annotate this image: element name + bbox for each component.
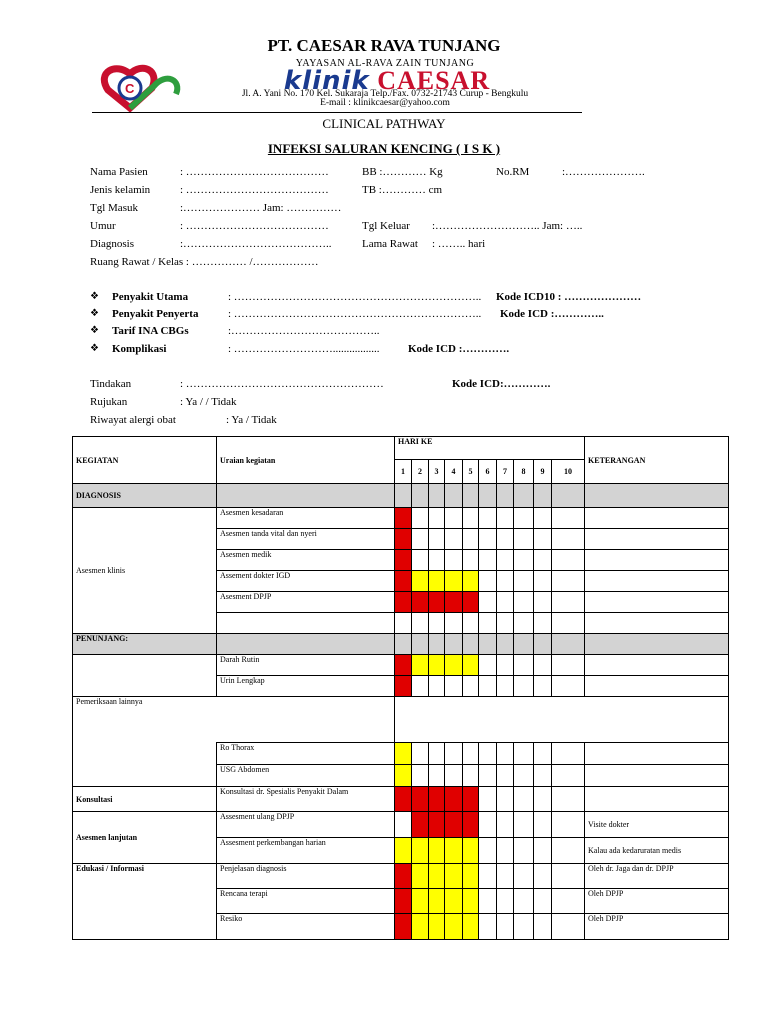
day-cell[interactable] <box>479 864 497 889</box>
day-number: 5 <box>463 460 479 484</box>
tindakan-field[interactable]: : ……………………………………………… <box>180 378 384 390</box>
day-cell[interactable] <box>429 864 445 889</box>
day-cell[interactable] <box>412 812 429 838</box>
day-cell[interactable] <box>552 655 585 676</box>
keterangan-cell[interactable]: Oleh DPJP <box>585 889 729 914</box>
day-cell[interactable] <box>497 743 514 765</box>
rujukan-label: Rujukan <box>90 396 128 408</box>
day-cell[interactable] <box>514 676 534 697</box>
day-cell[interactable] <box>463 508 479 529</box>
day-cell[interactable] <box>497 864 514 889</box>
pemeriksaan-lainnya-label: Pemeriksaan lainnya <box>73 697 395 743</box>
day-cell[interactable] <box>497 787 514 812</box>
lama-rawat-label: Lama Rawat <box>362 238 418 250</box>
table-row <box>73 864 729 889</box>
day-cell[interactable] <box>534 889 552 914</box>
table-row <box>73 484 729 508</box>
day-number: 8 <box>514 460 534 484</box>
day-cell[interactable] <box>552 812 585 838</box>
day-cell[interactable] <box>429 838 445 864</box>
list-item: USG Abdomen <box>217 765 395 787</box>
day-cell[interactable] <box>445 743 463 765</box>
day-cell[interactable] <box>463 592 479 613</box>
tarif-label: Tarif INA CBGs <box>112 325 189 337</box>
day-cell[interactable] <box>412 914 429 940</box>
day-cell[interactable] <box>445 676 463 697</box>
day-cell[interactable] <box>479 571 497 592</box>
day-cell[interactable] <box>429 550 445 571</box>
day-number: 3 <box>429 460 445 484</box>
table-row <box>73 697 729 743</box>
table-row <box>73 787 729 812</box>
day-cell[interactable] <box>429 914 445 940</box>
day-cell[interactable] <box>395 765 412 787</box>
day-cell[interactable] <box>479 655 497 676</box>
nama-pasien-label: Nama Pasien <box>90 166 148 178</box>
day-cell[interactable] <box>445 812 463 838</box>
col-harike-header: HARI KE <box>395 437 585 460</box>
diagnosis-label: Diagnosis <box>90 238 134 250</box>
col-uraian-header: Uraian kegiatan <box>217 437 395 484</box>
day-cell[interactable] <box>514 550 534 571</box>
day-cell[interactable] <box>497 571 514 592</box>
day-cell[interactable] <box>412 676 429 697</box>
diamond-bullet-icon: ❖ <box>90 343 99 354</box>
day-cell[interactable] <box>463 864 479 889</box>
list-item: Asesmen tanda vital dan nyeri <box>217 529 395 550</box>
day-cell[interactable] <box>445 529 463 550</box>
day-cell[interactable] <box>552 914 585 940</box>
day-cell[interactable] <box>514 571 534 592</box>
day-cell[interactable] <box>445 592 463 613</box>
day-cell[interactable] <box>479 812 497 838</box>
day-number: 1 <box>395 460 412 484</box>
tgl-masuk-label: Tgl Masuk <box>90 202 138 214</box>
day-cell[interactable] <box>445 550 463 571</box>
day-cell[interactable] <box>497 812 514 838</box>
day-cell[interactable] <box>497 655 514 676</box>
keterangan-cell[interactable] <box>585 743 729 765</box>
day-cell[interactable] <box>479 592 497 613</box>
day-cell[interactable] <box>445 889 463 914</box>
day-cell[interactable] <box>395 655 412 676</box>
day-cell[interactable] <box>552 592 585 613</box>
day-cell[interactable] <box>552 765 585 787</box>
lama-rawat-field[interactable]: : …….. hari <box>432 238 486 250</box>
day-cell[interactable] <box>412 864 429 889</box>
day-cell[interactable] <box>479 550 497 571</box>
list-item: Assesment ulang DPJP <box>217 812 395 838</box>
day-cell[interactable] <box>552 550 585 571</box>
day-cell[interactable] <box>463 676 479 697</box>
day-cell[interactable] <box>479 838 497 864</box>
day-cell[interactable] <box>412 787 429 812</box>
day-cell[interactable] <box>429 765 445 787</box>
clinical-pathway-table <box>72 436 729 940</box>
day-cell[interactable] <box>463 914 479 940</box>
bb-field[interactable]: BB :………… Kg <box>362 166 443 178</box>
day-cell[interactable] <box>463 613 479 634</box>
day-cell[interactable] <box>463 787 479 812</box>
clinic-name-text: CAESAR <box>377 66 491 95</box>
day-cell[interactable] <box>534 743 552 765</box>
day-cell[interactable] <box>429 889 445 914</box>
foundation-name: YAYASAN AL-RAVA ZAIN TUNJANG <box>295 58 475 69</box>
day-cell[interactable] <box>429 655 445 676</box>
day-cell[interactable] <box>479 914 497 940</box>
day-cell[interactable] <box>514 765 534 787</box>
edukasi-label: Edukasi / Informasi <box>73 864 217 940</box>
day-cell[interactable] <box>534 655 552 676</box>
day-cell[interactable] <box>552 889 585 914</box>
header-divider <box>92 112 582 113</box>
day-cell[interactable] <box>479 508 497 529</box>
penunjang-empty <box>73 655 217 697</box>
day-cell[interactable] <box>534 765 552 787</box>
logo-letter: C <box>125 81 135 96</box>
umur-field[interactable]: : ………………………………… <box>180 220 329 232</box>
day-number: 9 <box>534 460 552 484</box>
day-cell[interactable] <box>445 787 463 812</box>
day-cell[interactable] <box>534 676 552 697</box>
day-cell[interactable] <box>445 655 463 676</box>
day-cell[interactable] <box>497 889 514 914</box>
day-cell[interactable] <box>514 613 534 634</box>
list-item: Urin Lengkap <box>217 676 395 697</box>
komplikasi-code[interactable]: Kode ICD :…………. <box>408 343 510 355</box>
diagnosis-field[interactable]: :………………………………….. <box>180 238 332 250</box>
list-item: Rencana terapi <box>217 889 395 914</box>
tarif-field[interactable]: :………………………………….. <box>228 325 380 337</box>
day-cell[interactable] <box>534 812 552 838</box>
day-cell[interactable] <box>395 838 412 864</box>
penyakit-penyerta-field[interactable]: : ………………………………………………………….. <box>228 308 482 320</box>
day-cell[interactable] <box>412 571 429 592</box>
list-item: Asesmen medik <box>217 550 395 571</box>
day-cell[interactable] <box>514 914 534 940</box>
day-cell[interactable] <box>463 765 479 787</box>
list-item: Darah Rutin <box>217 655 395 676</box>
day-cell[interactable] <box>445 914 463 940</box>
keterangan-cell[interactable] <box>585 655 729 676</box>
day-cell[interactable] <box>514 864 534 889</box>
day-number: 4 <box>445 460 463 484</box>
table-row <box>73 812 729 838</box>
day-cell[interactable] <box>534 508 552 529</box>
list-item: Asesment DPJP <box>217 592 395 613</box>
keterangan-cell[interactable] <box>585 613 729 634</box>
document-subtitle: INFEKSI SALURAN KENCING ( I S K ) <box>267 141 501 156</box>
day-cell[interactable] <box>429 613 445 634</box>
komplikasi-label: Komplikasi <box>112 343 167 355</box>
tb-field[interactable]: TB :………… cm <box>362 184 443 196</box>
day-cell[interactable] <box>395 592 412 613</box>
day-cell[interactable] <box>395 914 412 940</box>
company-name: PT. CAESAR RAVA TUNJANG <box>267 36 501 55</box>
day-cell[interactable] <box>429 592 445 613</box>
day-cell[interactable] <box>395 508 412 529</box>
day-cell[interactable] <box>429 743 445 765</box>
penyakit-penyerta-code[interactable]: Kode ICD :………….. <box>500 308 604 320</box>
komplikasi-field[interactable]: : ………………………................. <box>228 343 380 355</box>
day-cell[interactable] <box>395 743 412 765</box>
list-item: Asesmen kesadaran <box>217 508 395 529</box>
day-cell[interactable] <box>445 508 463 529</box>
day-cell[interactable] <box>463 550 479 571</box>
jenis-kelamin-label: Jenis kelamin <box>90 184 151 196</box>
day-cell[interactable] <box>412 550 429 571</box>
list-item: Ro Thorax <box>217 743 395 765</box>
table-row <box>73 634 729 655</box>
alergi-field[interactable]: : Ya / Tidak <box>226 414 277 426</box>
day-cell[interactable] <box>463 838 479 864</box>
day-cell[interactable] <box>514 655 534 676</box>
table-row <box>73 743 729 765</box>
day-cell[interactable] <box>497 914 514 940</box>
day-cell[interactable] <box>552 676 585 697</box>
day-cell[interactable] <box>534 571 552 592</box>
tgl-masuk-field[interactable]: :………………… Jam: …………… <box>180 202 342 214</box>
list-item: Penjelasan diagnosis <box>217 864 395 889</box>
norm-field[interactable]: :…………………. <box>562 166 645 178</box>
day-cell[interactable] <box>395 812 412 838</box>
day-cell[interactable] <box>534 592 552 613</box>
day-cell[interactable] <box>412 743 429 765</box>
day-cell[interactable] <box>479 743 497 765</box>
document-title: CLINICAL PATHWAY <box>322 116 446 131</box>
day-cell[interactable] <box>445 571 463 592</box>
day-cell[interactable] <box>445 838 463 864</box>
day-cell[interactable] <box>514 838 534 864</box>
clinic-email: E-mail : klinikcaesar@yahoo.com <box>320 98 450 108</box>
day-cell[interactable] <box>534 914 552 940</box>
day-cell[interactable] <box>463 889 479 914</box>
keterangan-cell[interactable] <box>585 550 729 571</box>
day-cell[interactable] <box>552 529 585 550</box>
keterangan-cell[interactable] <box>585 529 729 550</box>
col-kegiatan-header: KEGIATAN <box>73 437 217 484</box>
day-cell[interactable] <box>395 787 412 812</box>
day-cell[interactable] <box>429 571 445 592</box>
day-cell[interactable] <box>463 812 479 838</box>
day-cell[interactable] <box>497 592 514 613</box>
ruang-rawat-field[interactable]: Ruang Rawat / Kelas : …………… /……………… <box>90 256 319 268</box>
day-cell[interactable] <box>479 529 497 550</box>
keterangan-cell[interactable] <box>585 592 729 613</box>
alergi-label: Riwayat alergi obat <box>90 414 176 426</box>
day-cell[interactable] <box>463 571 479 592</box>
keterangan-cell[interactable] <box>585 571 729 592</box>
jenis-kelamin-field[interactable]: : ………………………………… <box>180 184 329 196</box>
penyakit-utama-code[interactable]: Kode ICD10 : ………………… <box>496 291 642 303</box>
day-cell[interactable] <box>534 529 552 550</box>
day-cell[interactable] <box>429 508 445 529</box>
day-cell[interactable] <box>479 676 497 697</box>
day-cell[interactable] <box>534 550 552 571</box>
day-cell[interactable] <box>497 676 514 697</box>
day-cell[interactable] <box>463 743 479 765</box>
clinic-address: Jl. A. Yani No. 170 Kel. Sukaraja Telp./Fax. 0732-21743 Curup - Bengkulu <box>241 89 529 99</box>
day-cell[interactable] <box>497 529 514 550</box>
day-cell[interactable] <box>463 655 479 676</box>
keterangan-cell[interactable] <box>585 508 729 529</box>
diamond-bullet-icon: ❖ <box>90 291 99 302</box>
day-cell[interactable] <box>497 765 514 787</box>
day-cell[interactable] <box>445 765 463 787</box>
day-cell[interactable] <box>412 529 429 550</box>
day-cell[interactable] <box>514 529 534 550</box>
day-cell[interactable] <box>412 592 429 613</box>
keterangan-cell[interactable]: Oleh dr. Jaga dan dr. DPJP <box>585 864 729 889</box>
day-cell[interactable] <box>445 864 463 889</box>
day-cell[interactable] <box>497 613 514 634</box>
day-cell[interactable] <box>497 838 514 864</box>
day-cell[interactable] <box>445 613 463 634</box>
day-cell[interactable] <box>534 864 552 889</box>
day-number: 2 <box>412 460 429 484</box>
day-cell[interactable] <box>552 743 585 765</box>
table-row <box>73 655 729 676</box>
day-cell[interactable] <box>395 529 412 550</box>
day-cell[interactable] <box>412 613 429 634</box>
day-number: 6 <box>479 460 497 484</box>
day-cell[interactable] <box>395 550 412 571</box>
day-cell[interactable] <box>412 508 429 529</box>
keterangan-cell[interactable]: Visite dokter <box>585 812 729 838</box>
penyakit-penyerta-label: Penyakit Penyerta <box>112 308 199 320</box>
section-penunjang: PENUNJANG: <box>73 634 217 655</box>
nama-pasien-field[interactable]: : ………………………………… <box>180 166 329 178</box>
diamond-bullet-icon: ❖ <box>90 325 99 336</box>
day-cell[interactable] <box>514 508 534 529</box>
day-cell[interactable] <box>552 787 585 812</box>
tindakan-label: Tindakan <box>90 378 132 390</box>
asesmen-klinis-label: Asesmen klinis <box>73 508 217 634</box>
day-cell[interactable] <box>429 676 445 697</box>
clinic-logo-icon <box>96 60 186 112</box>
konsultasi-label: Konsultasi <box>73 787 217 812</box>
day-cell[interactable] <box>395 613 412 634</box>
list-item: Assesment perkembangan harian <box>217 838 395 864</box>
day-cell[interactable] <box>429 529 445 550</box>
day-cell[interactable] <box>552 508 585 529</box>
list-item: Assement dokter IGD <box>217 571 395 592</box>
keterangan-cell[interactable]: Oleh DPJP <box>585 914 729 940</box>
day-number: 10 <box>552 460 585 484</box>
day-cell[interactable] <box>514 592 534 613</box>
list-item <box>217 613 395 634</box>
section-diagnosis: DIAGNOSIS <box>73 484 217 508</box>
day-cell[interactable] <box>429 787 445 812</box>
day-cell[interactable] <box>479 889 497 914</box>
day-cell[interactable] <box>412 655 429 676</box>
table-row <box>73 508 729 529</box>
day-cell[interactable] <box>497 508 514 529</box>
day-cell[interactable] <box>534 787 552 812</box>
tindakan-code[interactable]: Kode ICD:…………. <box>452 378 551 390</box>
day-cell[interactable] <box>429 812 445 838</box>
day-cell[interactable] <box>497 550 514 571</box>
diamond-bullet-icon: ❖ <box>90 308 99 319</box>
keterangan-cell[interactable] <box>585 676 729 697</box>
keterangan-cell[interactable] <box>585 787 729 812</box>
day-cell[interactable] <box>395 864 412 889</box>
day-cell[interactable] <box>463 529 479 550</box>
asesmen-lanjutan-label: Asesmen lanjutan <box>73 812 217 864</box>
day-cell[interactable] <box>395 571 412 592</box>
day-cell[interactable] <box>479 765 497 787</box>
keterangan-cell[interactable]: Kalau ada kedaruratan medis <box>585 838 729 864</box>
day-cell[interactable] <box>395 676 412 697</box>
day-cell[interactable] <box>479 613 497 634</box>
tgl-keluar-label: Tgl Keluar <box>362 220 410 232</box>
day-number: 7 <box>497 460 514 484</box>
list-item: Resiko <box>217 914 395 940</box>
col-keterangan-header: KETERANGAN <box>585 437 729 484</box>
day-cell[interactable] <box>395 889 412 914</box>
day-cell[interactable] <box>552 571 585 592</box>
day-cell[interactable] <box>514 889 534 914</box>
penyakit-utama-label: Penyakit Utama <box>112 291 189 303</box>
pemeriksaan-empty <box>73 743 217 787</box>
penyakit-utama-field[interactable]: : ………………………………………………………….. <box>228 291 482 303</box>
day-cell[interactable] <box>552 864 585 889</box>
rujukan-field[interactable]: : Ya / / Tidak <box>180 396 237 408</box>
day-cell[interactable] <box>514 787 534 812</box>
list-item: Konsultasi dr. Spesialis Penyakit Dalam <box>217 787 395 812</box>
day-cell[interactable] <box>412 889 429 914</box>
day-cell[interactable] <box>514 743 534 765</box>
umur-label: Umur <box>90 220 116 232</box>
tgl-keluar-field[interactable]: :……………………….. Jam: ….. <box>432 220 583 232</box>
keterangan-cell[interactable] <box>585 765 729 787</box>
norm-label: No.RM <box>496 166 530 178</box>
day-cell[interactable] <box>412 765 429 787</box>
day-cell[interactable] <box>479 787 497 812</box>
day-cell[interactable] <box>534 613 552 634</box>
day-cell[interactable] <box>534 838 552 864</box>
day-cell[interactable] <box>514 812 534 838</box>
day-cell[interactable] <box>412 838 429 864</box>
day-cell[interactable] <box>552 838 585 864</box>
day-cell[interactable] <box>552 613 585 634</box>
clinic-prefix: klinik <box>283 66 370 96</box>
